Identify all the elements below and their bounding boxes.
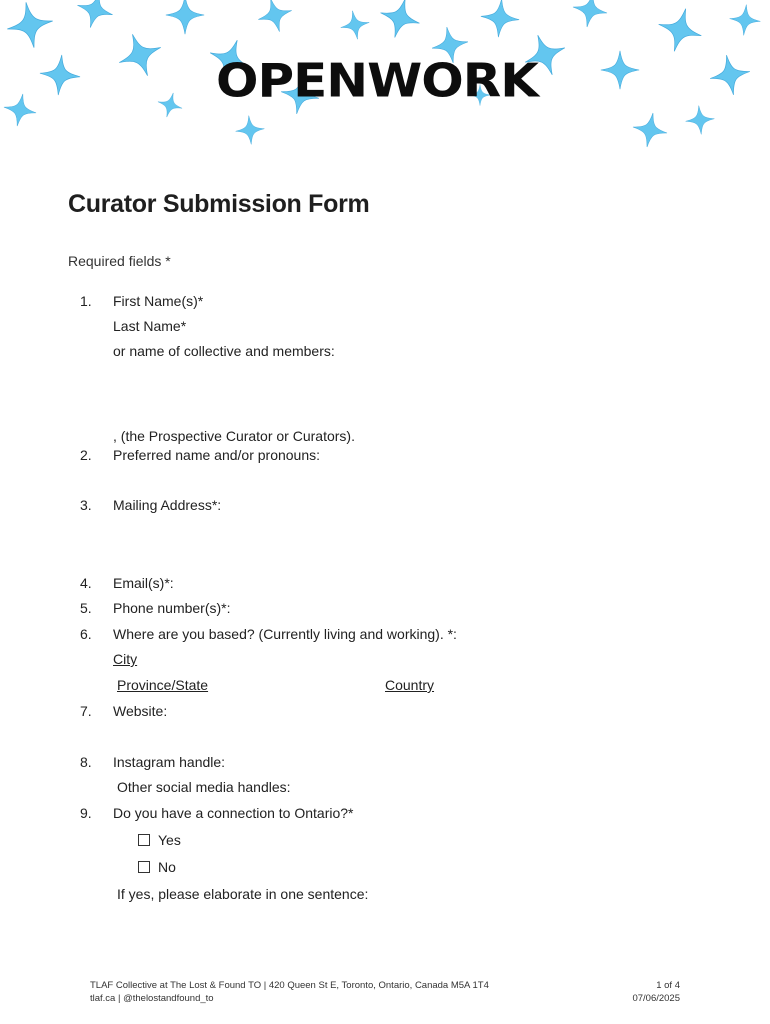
q4-email-label: Email(s)*: [113,575,174,591]
sparkle-icon [684,104,715,135]
q9-elaborate-label: If yes, please elaborate in one sentence: [117,886,369,902]
footer-address-block [90,979,489,1005]
footer-address: TLAF Collective at The Lost & Found TO | 420 Queen St E, Toronto, Ontario, Canada M5A 1T4 [90,980,489,991]
q1-suffix-text: , (the Prospective Curator or Curators). [113,428,355,444]
q9-option-yes[interactable] [138,832,181,848]
q5-phone-label: Phone number(s)*: [113,600,231,616]
q3-mailing-address-label: Mailing Address*: [113,497,222,513]
footer-contact: tlaf.ca | @thelostandfound_to [90,993,214,1004]
q8-number: 8. [80,754,92,770]
sparkle-icon [234,114,265,145]
sparkle-icon [166,0,204,34]
q6-province-label: Province/State [117,677,209,693]
q4-number: 4. [80,575,92,591]
q6-city-label: City [113,651,138,667]
q5-number: 5. [80,600,92,616]
sparkle-icon [73,0,118,32]
q9-option-no[interactable] [138,859,176,875]
openwork-logo: OPENWORK [215,54,539,108]
q7-number: 7. [80,703,92,719]
q7-website-label: Website: [113,703,168,719]
q6-location-label: Where are you based? (Currently living and working). *: [113,626,457,642]
q1-number: 1. [80,293,92,309]
option-no-label: No [158,859,176,875]
page-number: 1 of 4 [656,980,680,991]
q1-collective-label: or name of collective and members: [113,343,335,359]
sparkle-icon [570,0,610,30]
sparkle-icon [653,3,707,57]
q1-first-name-label: First Name(s)* [113,293,204,309]
sparkle-icon [630,110,670,150]
q8-instagram-label: Instagram handle: [113,754,226,770]
option-yes-label: Yes [158,832,181,848]
sparkle-icon [375,0,424,43]
checkbox-no[interactable] [138,861,150,873]
q8-other-social-label: Other social media handles: [117,779,291,795]
sparkle-icon [254,0,296,36]
q3-number: 3. [80,497,92,513]
q6-country-label: Country [385,677,435,693]
footer-page-block [600,979,680,1005]
q1-last-name-label: Last Name* [113,318,187,334]
checkbox-yes[interactable] [138,834,150,846]
sparkle-icon [728,3,761,36]
footer-date: 07/06/2025 [632,993,680,1004]
q9-number: 9. [80,805,92,821]
sparkle-icon [479,0,521,39]
form-title: Curator Submission Form [68,190,370,218]
required-fields-note: Required fields * [68,253,171,269]
q6-number: 6. [80,626,92,642]
sparkle-icon [338,8,371,41]
q9-ontario-label: Do you have a connection to Ontario?* [113,805,354,821]
q2-number: 2. [80,447,92,463]
sparkle-icon [3,0,56,52]
q2-pronouns-label: Preferred name and/or pronouns: [113,447,321,463]
